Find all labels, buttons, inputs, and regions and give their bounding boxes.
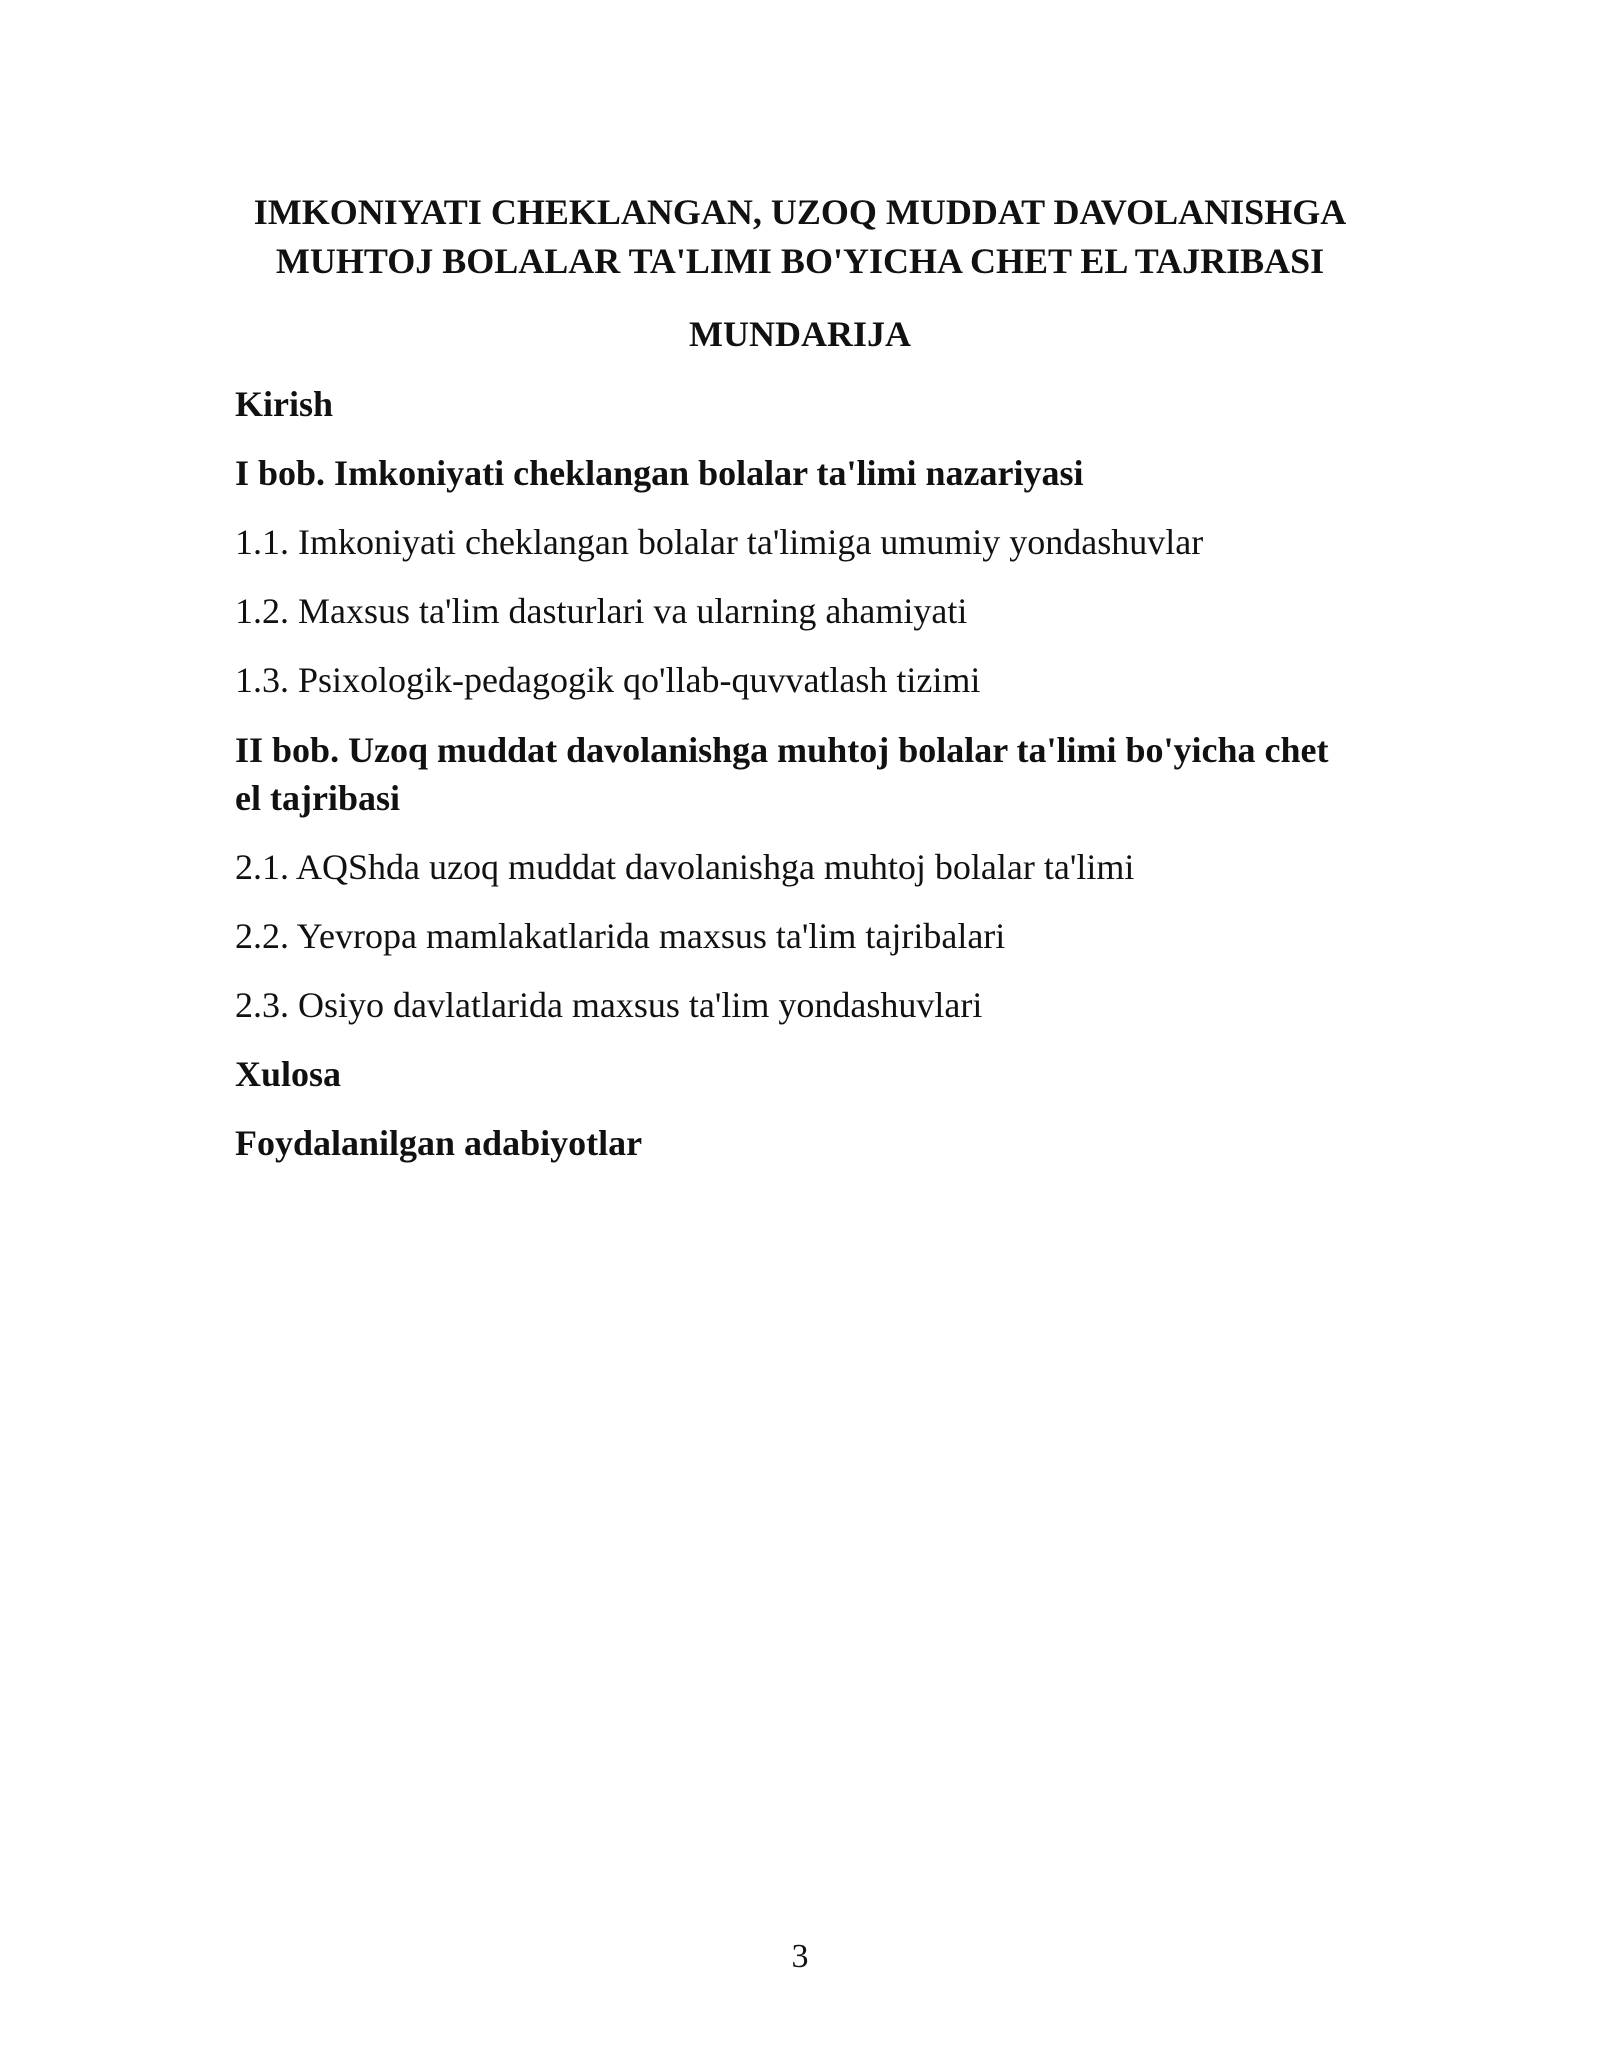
toc-entry-references: Foydalanilgan adabiyotlar (235, 1123, 643, 1163)
document-title-line-2: MUHTOJ BOLALAR TA'LIMI BO'YICHA CHET EL TAJRIBASI (275, 241, 1325, 281)
document-title-line-1: IMKONIYATI CHEKLANGAN, UZOQ MUDDAT DAVOLANISHGA (253, 192, 1347, 232)
toc-entry-1-1: 1.1. Imkoniyati cheklangan bolalar ta'limiga umumiy yondashuvlar (235, 522, 1204, 562)
toc-entry-1-2: 1.2. Maxsus ta'lim dasturlari va ularning ahamiyati (235, 591, 968, 631)
toc-entry-kirish: Kirish (235, 384, 334, 424)
toc-entry-2-3: 2.3. Osiyo davlatlarida maxsus ta'lim yondashuvlari (235, 985, 983, 1025)
toc-entry-chapter-2: II bob. Uzoq muddat davolanishga muhtoj bolalar ta'limi bo'yicha chet el tajribasi (235, 730, 1329, 818)
document-title (230, 188, 1370, 286)
toc-entry-1-3: 1.3. Psixologik-pedagogik qo'llab-quvvatlash tizimi (235, 660, 981, 700)
toc-entry-2-2: 2.2. Yevropa mamlakatlarida maxsus ta'lim tajribalari (235, 916, 1006, 956)
toc-entry-chapter-1: I bob. Imkoniyati cheklangan bolalar ta'limi nazariyasi (235, 453, 1084, 493)
toc-entry-2-1: 2.1. AQShda uzoq muddat davolanishga muhtoj bolalar ta'limi (235, 847, 1135, 887)
toc-entry-xulosa: Xulosa (235, 1054, 342, 1094)
page-number: 3 (791, 1938, 809, 1975)
toc-heading: MUNDARIJA (689, 314, 911, 354)
